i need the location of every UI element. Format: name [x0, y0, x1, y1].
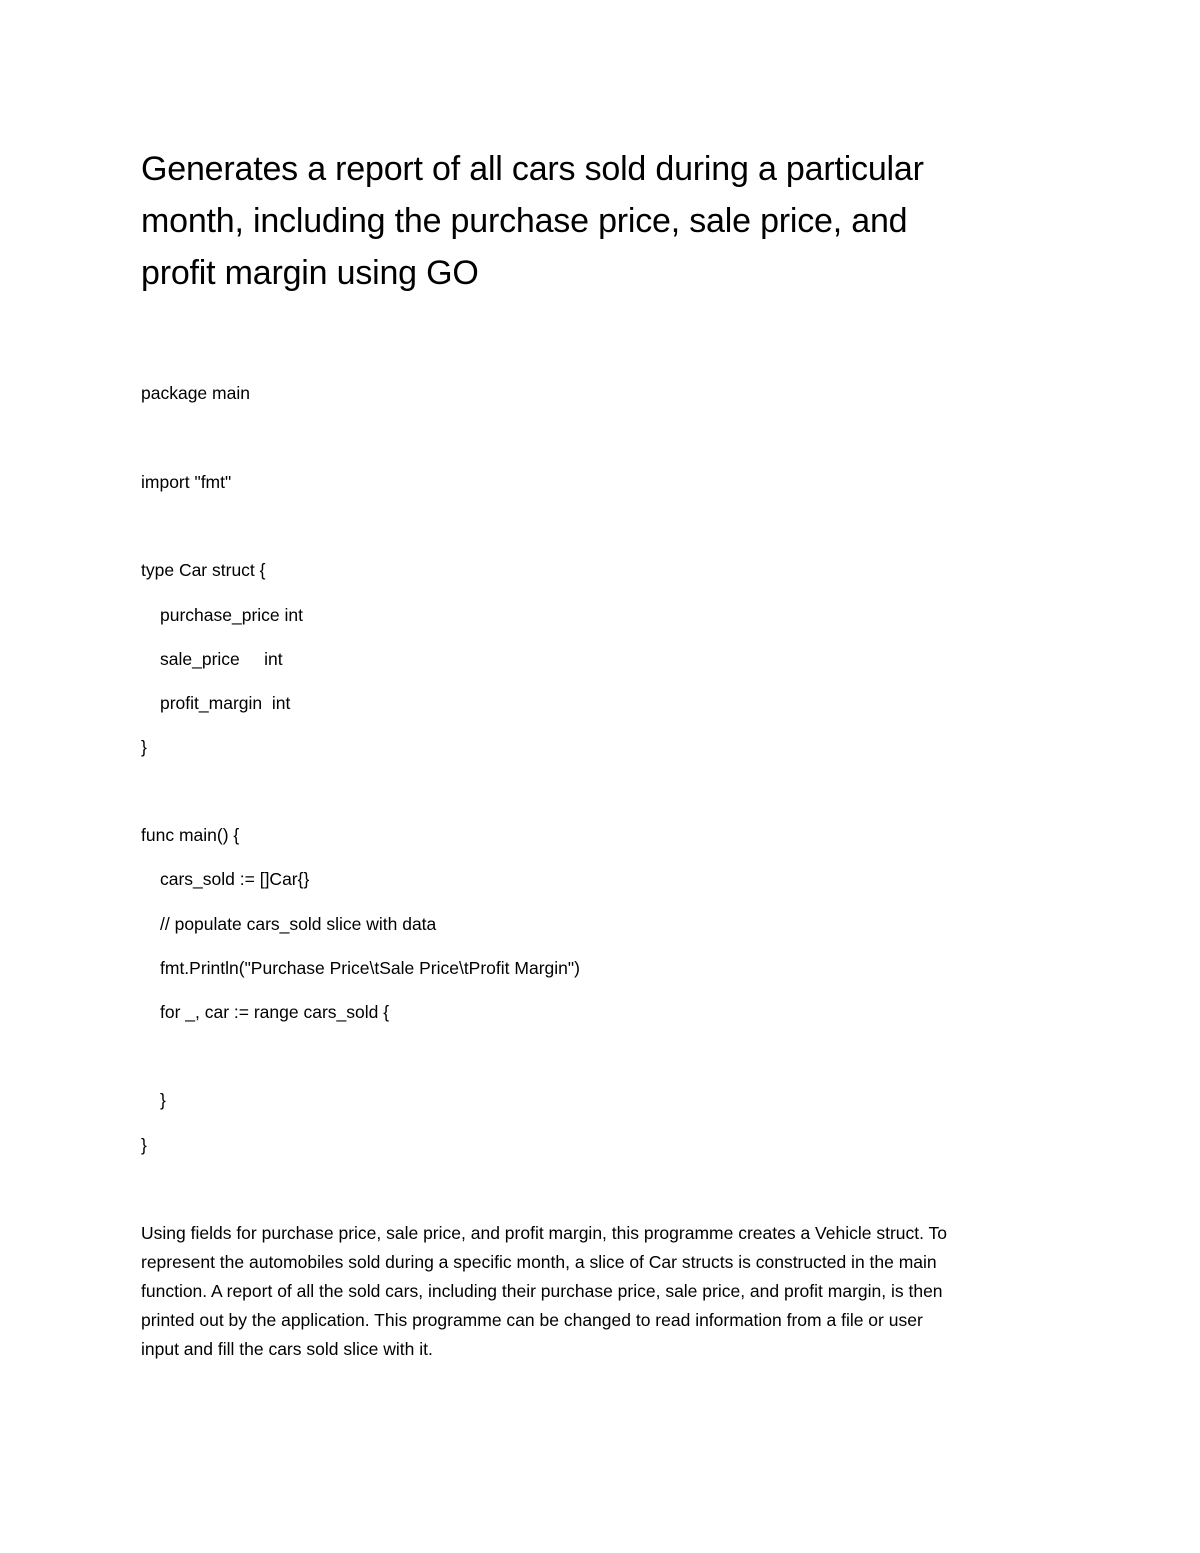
explanation-line: input and fill the cars sold slice with it.: [141, 1339, 433, 1359]
code-func-close: }: [141, 1135, 147, 1155]
code-func-main: func main() {: [141, 825, 240, 845]
explanation-line: Using fields for purchase price, sale price, and profit margin, this programme creates a Vehicle struct. To: [141, 1223, 948, 1243]
explanation-line: printed out by the application. This programme can be changed to read information from a file or user: [141, 1310, 923, 1330]
title-line: profit margin using GO: [141, 254, 479, 292]
explanation-line: represent the automobiles sold during a specific month, a slice of Car structs is constructed in the main: [141, 1252, 937, 1272]
code-for-loop: for _, car := range cars_sold {: [160, 1002, 390, 1022]
code-comment: // populate cars_sold slice with data: [160, 914, 437, 934]
code-struct-close: }: [141, 737, 147, 757]
document-title: [141, 143, 1041, 299]
code-package: package main: [141, 383, 250, 403]
title-line: Generates a report of all cars sold during a particular: [141, 150, 924, 188]
code-println: fmt.Println("Purchase Price\tSale Price\tProfit Margin"): [160, 958, 580, 978]
explanation-paragraph: [141, 1219, 1071, 1364]
code-import: import "fmt": [141, 472, 232, 492]
code-type-decl: type Car struct {: [141, 560, 266, 580]
explanation-line: function. A report of all the sold cars, including their purchase price, sale price, and profit margin, is then: [141, 1281, 943, 1301]
code-field-purchase: purchase_price int: [160, 605, 303, 625]
code-for-close: }: [160, 1090, 166, 1110]
title-line: month, including the purchase price, sale price, and: [141, 202, 908, 240]
code-cars-sold: cars_sold := []Car{}: [160, 869, 310, 889]
code-field-sale: sale_price int: [160, 649, 283, 669]
code-field-profit: profit_margin int: [160, 693, 291, 713]
